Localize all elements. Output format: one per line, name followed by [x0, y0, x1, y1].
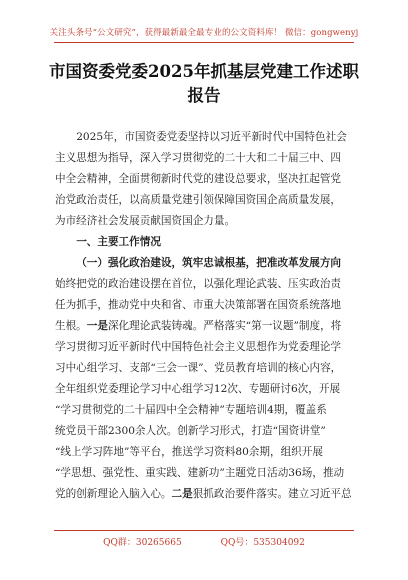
body-text: 党的创新理论入脑入心。: [55, 488, 172, 500]
qq-group: QQ群：30265665: [103, 538, 182, 548]
body-line: 习中心组学习、支部“三会一课”、党员教育培训的核心内容，: [55, 362, 342, 374]
section-heading: 一、主要工作情况: [76, 236, 161, 248]
body-text: 狠抓政治要件落实。建立习近平总: [192, 488, 352, 500]
point-marker: 一是: [86, 320, 108, 332]
body-text: 深化理论武装铸魂。严格落实“第一议题”制度，将: [107, 320, 342, 332]
body-line: “学习贯彻党的二十届四中全会精神”专题培训4期，覆盖系: [55, 404, 327, 416]
page-footer: [0, 535, 408, 548]
footer-divider: [54, 530, 354, 531]
point-marker: 二是: [171, 488, 193, 500]
body-line: [55, 484, 354, 505]
body-line: 全年组织党委理论学习中心组学习12次、专题研讨6次，开展: [55, 383, 341, 395]
intro-line: 主义思想为指导，深入学习贯彻党的二十大和二十届三中、四: [55, 152, 342, 164]
body-text: 生根。: [55, 320, 87, 332]
body-line: [55, 316, 354, 337]
intro-paragraph: [55, 127, 354, 232]
body-line: 学习贯彻习近平新时代中国特色社会主义思想作为党委理论学: [55, 341, 342, 353]
sub-heading: （一）强化政治建设，筑牢忠诚根基，把准改革发展方向: [76, 257, 342, 269]
body-line: 始终把党的政治建设摆在首位，以强化理论武装、压实政治责: [55, 278, 342, 290]
document-title: 市国资委党委2025年抓基层党建工作述职报告: [49, 62, 359, 105]
body-line: “学思想、强党性、重实践、建新功”主题党日活动36场，推动: [55, 467, 345, 479]
intro-line: 治党政治责任，以高质量党建引领保障国资国企高质量发展，: [55, 194, 342, 206]
body-line: “线上学习阵地”等平台，推送学习资料80余期，组织开展: [55, 446, 323, 458]
header-divider: [54, 42, 354, 43]
page-header: 关注头条号“公文研究”，获得最新最全最专业的公文资料库！ 微信：gongwenyj: [49, 28, 359, 38]
intro-line: 中全会精神，全面贯彻新时代党的建设总要求，坚决扛起管党: [55, 173, 342, 185]
intro-line: 2025年，市国资委党委坚持以习近平新时代中国特色社会: [76, 131, 347, 143]
body-line: 任为抓手，推动党中央和省、市重大决策部署在国资系统落地: [55, 299, 342, 311]
intro-line: 为市经济社会发展贡献国资国企力量。: [55, 215, 236, 227]
body-line: 统党员干部2300余人次。创新学习形式，打造“国资讲堂”: [55, 425, 326, 437]
document-body: [55, 127, 354, 505]
qq-number: QQ号：535304092: [220, 538, 305, 548]
